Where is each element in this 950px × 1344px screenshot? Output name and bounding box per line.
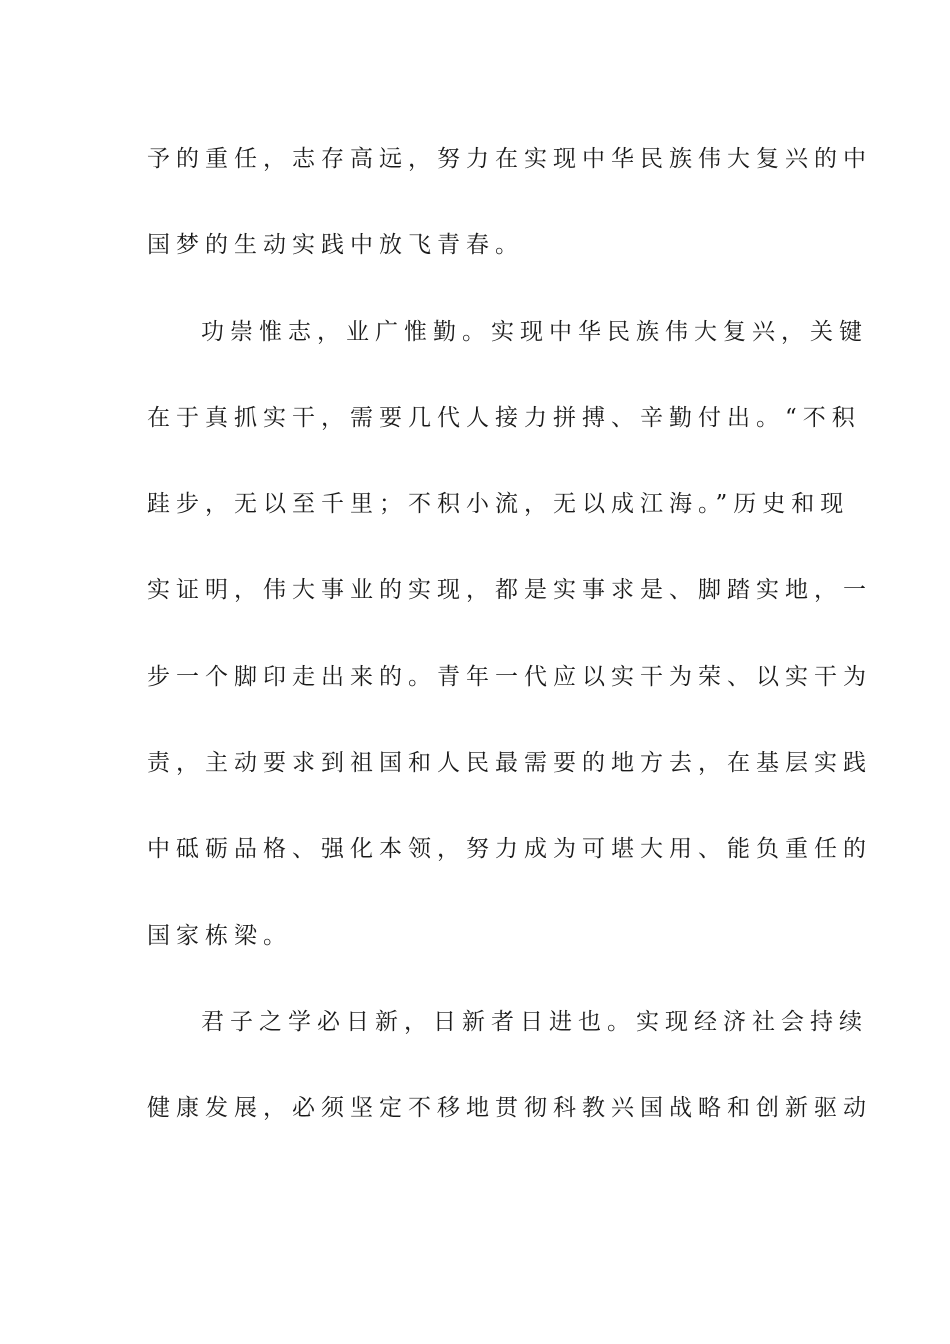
- text-line: 予的重任，志存高远，努力在实现中华民族伟大复兴的中: [147, 146, 872, 172]
- text-line: 在于真抓实干，需要几代人接力拼搏、辛勤付出。“不积: [147, 404, 861, 431]
- paragraph-first-line: 君子之学必日新，日新者日进也。实现经济社会持续: [201, 1008, 868, 1035]
- text-line: 步一个脚印走出来的。青年一代应以实干为荣、以实干为: [147, 663, 872, 690]
- text-line: 中砥砺品格、强化本领，努力成为可堪大用、能负重任的: [147, 836, 872, 863]
- text-line: 责，主动要求到祖国和人民最需要的地方去，在基层实践: [147, 750, 872, 777]
- text-line: 国家栋梁。: [147, 922, 292, 949]
- text-line: 实证明，伟大事业的实现，都是实事求是、脚踏实地，一: [147, 577, 872, 604]
- text-line: 健康发展，必须坚定不移地贯彻科教兴国战略和创新驱动: [147, 1095, 872, 1122]
- body-text: [147, 138, 872, 1174]
- text-line: 国梦的生动实践中放飞青春。: [147, 232, 524, 259]
- text-line: 跬步，无以至千里；不积小流，无以成江海。”历史和现: [147, 491, 850, 518]
- paragraph-first-line: 功崇惟志，业广惟勤。实现中华民族伟大复兴，关键: [201, 318, 868, 345]
